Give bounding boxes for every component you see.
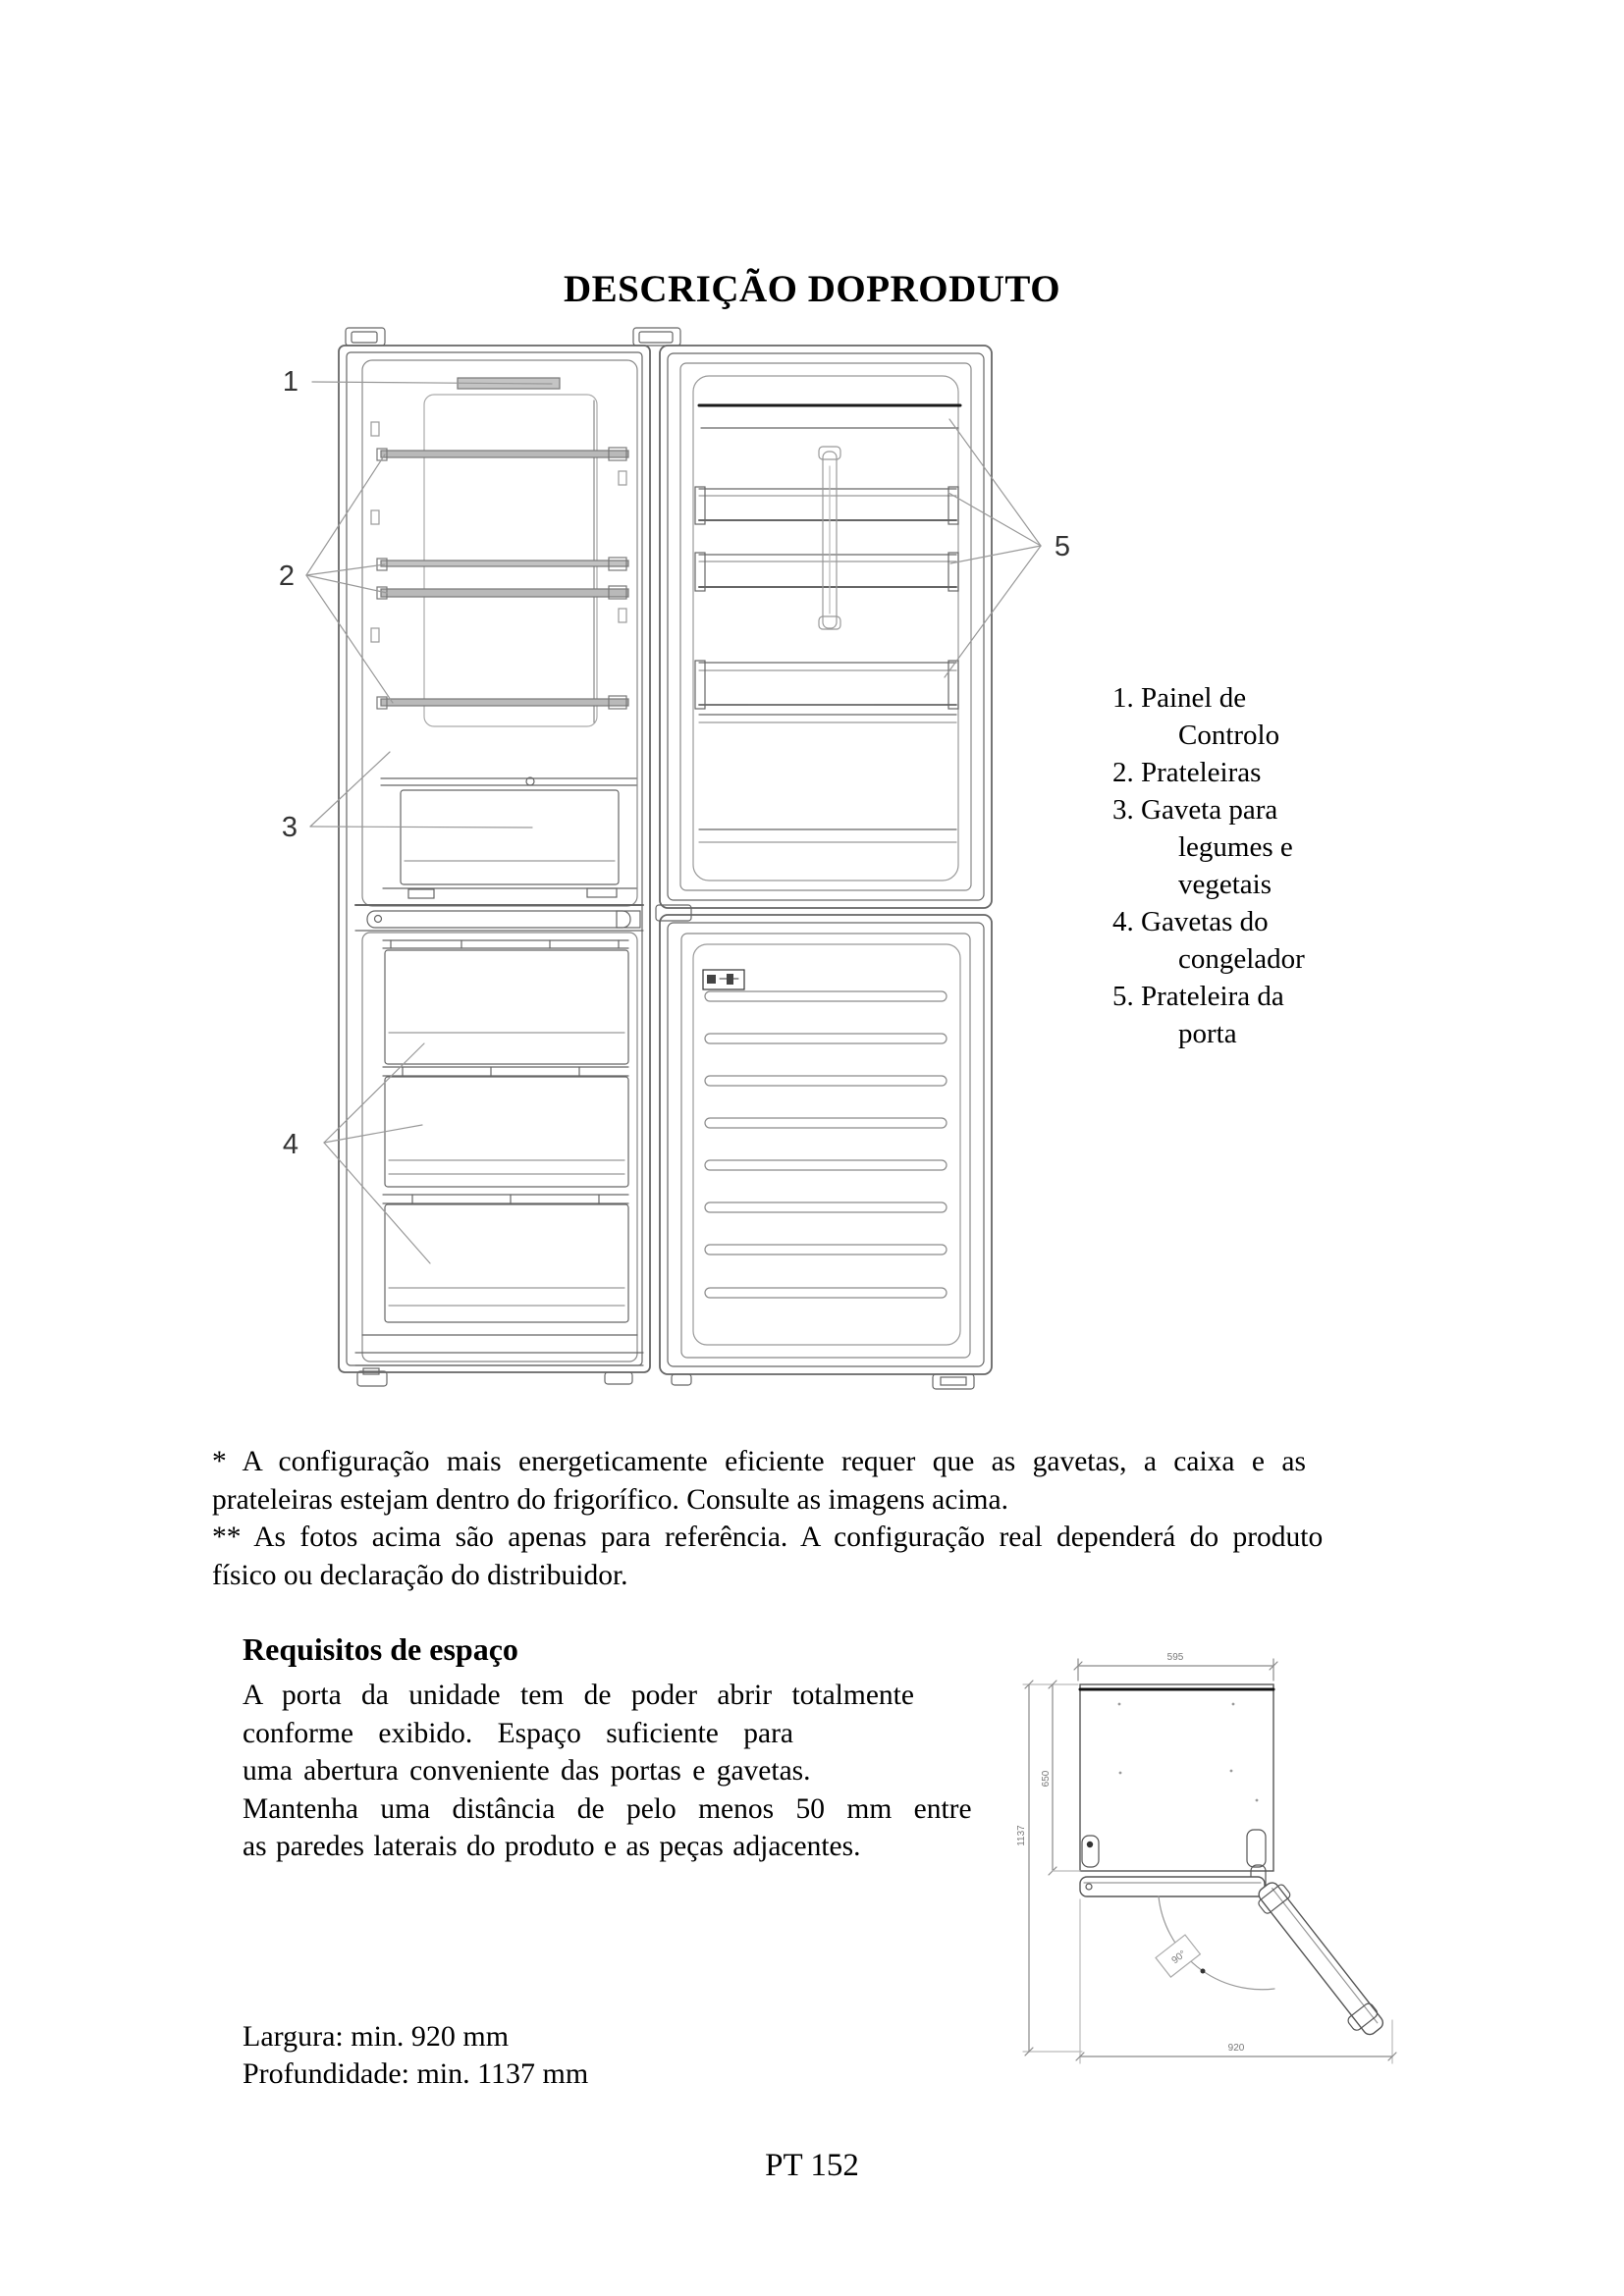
angle-value: 90° bbox=[1169, 1949, 1189, 1967]
vegetable-drawer bbox=[381, 777, 636, 898]
callout-1: 1 bbox=[282, 366, 299, 398]
callout-3: 3 bbox=[281, 812, 298, 843]
fridge-door bbox=[656, 346, 992, 921]
fridge-shelves bbox=[377, 448, 628, 709]
angle-label bbox=[1156, 1935, 1200, 1977]
callout-4: 4 bbox=[282, 1129, 299, 1160]
legend-line: 5. Prateleira da bbox=[1112, 981, 1284, 1012]
legend-line: 2. Prateleiras bbox=[1112, 757, 1262, 788]
legend-line: porta bbox=[1178, 1018, 1237, 1049]
door-divider bbox=[819, 447, 840, 629]
foot-right bbox=[605, 1372, 632, 1384]
footnotes bbox=[212, 1443, 1323, 1594]
paragraph-line: A porta da unidade tem de poder abrir totalmente bbox=[243, 1680, 914, 1711]
page-title: DESCRIÇÃO DOPRODUTO bbox=[563, 268, 1061, 310]
freezer-door bbox=[660, 915, 992, 1389]
hinge-left-top-view bbox=[1082, 1836, 1099, 1867]
callout-2: 2 bbox=[278, 561, 296, 592]
door-shelves bbox=[695, 487, 958, 709]
depth-note: Profundidade: min. 1137 mm bbox=[243, 2057, 589, 2090]
foot-left bbox=[357, 1371, 387, 1386]
paragraph-line: uma abertura conveniente das portas e gavetas. bbox=[243, 1755, 811, 1787]
fridge-cabinet bbox=[339, 328, 680, 1386]
cabinet-top-view bbox=[1080, 1684, 1273, 1871]
footnote-line: físico ou declaração do distribuidor. bbox=[212, 1559, 628, 1591]
legend-line: 4. Gavetas do bbox=[1112, 906, 1269, 937]
legend-line: vegetais bbox=[1178, 869, 1272, 900]
footnote-line: * A configuração mais energeticamente eficiente requer que as gavetas, a caixa e as bbox=[212, 1446, 1306, 1477]
dim-depth-inner: 650 bbox=[1041, 1770, 1052, 1788]
paragraph-line: conforme exibido. Espaço suficiente para bbox=[243, 1717, 794, 1749]
space-requirements-paragraph bbox=[243, 1677, 972, 1866]
footnote-line: ** As fotos acima são apenas para referência. A configuração real dependerá do produto bbox=[212, 1522, 1324, 1553]
width-note: Largura: min. 920 mm bbox=[243, 2020, 510, 2053]
dim-width-top: 595 bbox=[1166, 1652, 1184, 1663]
compartment-divider bbox=[355, 905, 643, 931]
paragraph-line: Mantenha uma distância de pelo menos 50 mm entre bbox=[243, 1792, 972, 1825]
dim-width-open: 920 bbox=[1227, 2043, 1245, 2054]
dimension-lines bbox=[1023, 1659, 1396, 2063]
callouts bbox=[279, 366, 1070, 1263]
door-open-top-view bbox=[1251, 1877, 1389, 2042]
section-heading: Requisitos de espaço bbox=[243, 1631, 518, 1667]
legend-line: Controlo bbox=[1178, 720, 1280, 751]
hinge-right-top-view bbox=[1247, 1830, 1266, 1867]
rating-plate bbox=[703, 970, 744, 989]
dim-depth-total: 1137 bbox=[1016, 1825, 1027, 1846]
footnote-line: prateleiras estejam dentro do frigorífico. Consulte as imagens acima. bbox=[212, 1483, 1008, 1516]
legend-list bbox=[1112, 679, 1305, 1052]
legend-line: 3. Gaveta para bbox=[1112, 794, 1278, 826]
callout-5: 5 bbox=[1054, 531, 1071, 562]
door-ribs bbox=[705, 991, 947, 1298]
foot-door-right bbox=[933, 1374, 974, 1389]
foot-door-left bbox=[672, 1374, 691, 1385]
legend-line: 1. Painel de bbox=[1112, 682, 1247, 714]
page-number: PT 152 bbox=[765, 2148, 859, 2183]
legend-line: legumes e bbox=[1178, 831, 1293, 863]
space-diagram bbox=[1016, 1652, 1396, 2063]
door-closed-top-view bbox=[1080, 1877, 1265, 1896]
freezer-drawers bbox=[383, 940, 628, 1322]
paragraph-line: as paredes laterais do produto e as peças adjacentes. bbox=[243, 1831, 861, 1862]
dimension-notes bbox=[243, 2018, 588, 2093]
legend-line: congelador bbox=[1178, 943, 1305, 975]
